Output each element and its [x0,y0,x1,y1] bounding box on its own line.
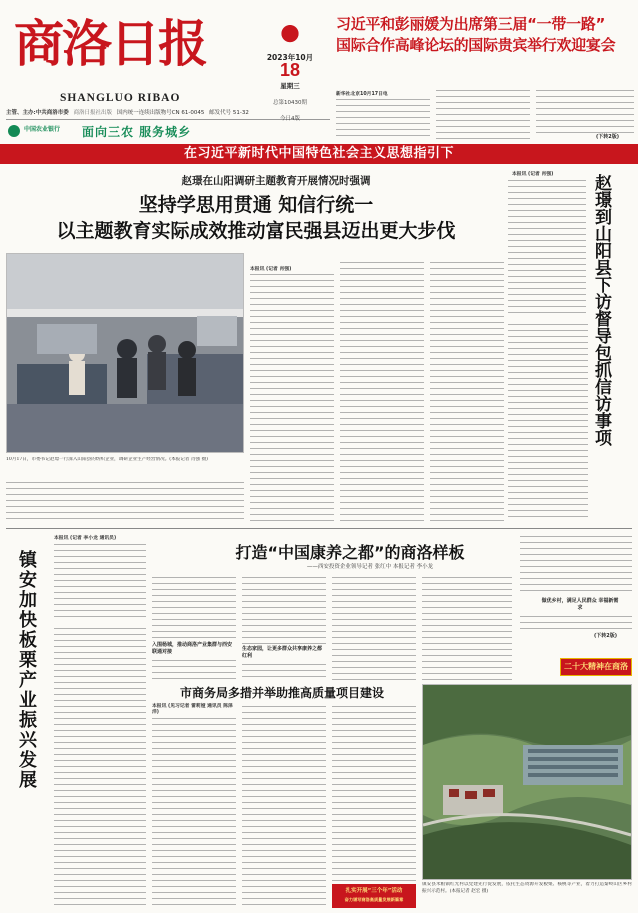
city-text-col2 [242,704,326,908]
issue-weekday: 星期三 [280,82,300,90]
banner-text-col2 [436,88,530,139]
lead-text-col1 [250,272,334,522]
issue-number: 总第10430期 [273,100,307,106]
date-box [252,14,328,122]
city-headline: 市商务局多措并举助推高质量项目建设 [179,686,384,700]
feature-text-col2 [242,575,326,645]
publication-info: 主管、主办:中共商洛市委 商洛日报社出版 国内统一连续出版物号CN 61-0045 邮发代号 51-32 [6,110,249,116]
chestnut-text-top [54,542,146,622]
issue-day: 18 [279,60,301,80]
feature-next-page: (下转2版) [594,633,618,639]
feature-text-col1b [152,658,236,680]
chestnut-byline: 本报讯 (记者 李小龙 通讯员) [54,536,117,541]
lead-kicker: 赵璟在山阳调研主题教育开展情况时强调 [181,175,371,187]
chestnut-headline: 镇安加快板栗产业振兴发展 [16,550,37,790]
theme-ribbon: 在习近平新时代中国特色社会主义思想指引下 [0,144,638,164]
newspaper-logo: 商洛日报 [14,14,206,73]
city-text-col1 [152,716,236,908]
banner-headline: 习近平和彭丽媛为出席第三届“一带一路” 国际合作高峰论坛的国际贵宾举行欢迎宴会 [336,15,616,54]
banner-dateline: 新华社北京10月17日电 [336,92,388,97]
newspaper-pinyin: SHANGLUO RIBAO [60,92,181,104]
village-photo-caption: 镇安县米粮镇红光村以党建先行促发展，依托生态资源开发板栗、核桃等产业，着力打造秦岭山区乡村振兴示范村。(本报记者 赵宏 摄) [422,882,632,894]
page-count: 今日4版 [280,116,300,122]
lead-photo [6,253,244,453]
feature-text-col3 [332,575,416,680]
bank-slogan: 面向三农 服务城乡 [82,125,192,139]
side-text-top [508,178,586,318]
village-aerial-image [423,685,631,879]
feature-badge: 二十大精神在商洛 [560,658,632,676]
feature-byline: ——西安投资企业领导记者 张红中 本报记者 李小龙 [306,564,434,570]
issue-date: 2023年10月 [266,53,314,62]
lead-text-col2 [340,260,424,522]
banner-next-page: (下转2版) [596,134,620,140]
bank-logo-icon [8,125,20,137]
feature-text-col5b [520,614,632,634]
feature-text-col2b [242,662,326,680]
feature-subhead-2: 生态家园，让更多群众共享康养之都红利 [242,646,323,659]
chestnut-text-main [54,626,146,906]
village-photo [422,684,632,880]
factory-scene-image [7,254,243,452]
side-text-bottom [508,322,588,522]
issue-emblem [276,18,304,44]
feature-subhead-1: 入围杨城，推动商洛产业集群与西安联通对接 [152,642,233,655]
lead-photo-caption: 10月17日，市委书记赵璟一行深入山阳县的纺织企业，调研企业生产经营情况。(本报记者 肖强 摄) [6,457,208,462]
masthead [0,0,638,140]
side-byline: 本报讯 (记者 肖强) [512,172,554,177]
banner-text-col3 [536,88,634,133]
banner-text-col1 [336,97,430,139]
lead-byline: 本报讯 (记者 肖强) [250,267,292,272]
feature-right-subhead: 做优乡村，满足人民群众 幸福新需求 [541,598,619,611]
city-text-col3 [332,704,416,884]
feature-headline: 打造“中国康养之都”的商洛样板 [235,543,465,562]
city-promo-banner: 扎实开展“三个年”活动 奋力谱写商洛高质量发展新篇章 [332,884,416,908]
side-headline: 赵璟到山阳县下访督导包抓信访事项 [591,174,611,446]
lead-text-col3 [430,260,504,522]
lead-text-bottom [6,480,244,522]
city-byline: 本报讯 (见习记者 雷莉娅 通讯员 陈泽洋) [152,704,233,715]
feature-text-col1 [152,575,236,641]
feature-text-col4 [422,575,512,680]
section-divider [6,528,632,529]
lead-headline: 坚持学思用贯通 知信行统一 以主题教育实际成效推动富民强县迈出更大步伐 [56,194,456,242]
bank-ad [8,123,248,140]
bank-name: 中国农业银行 [24,126,61,133]
feature-text-col5a [520,534,632,596]
